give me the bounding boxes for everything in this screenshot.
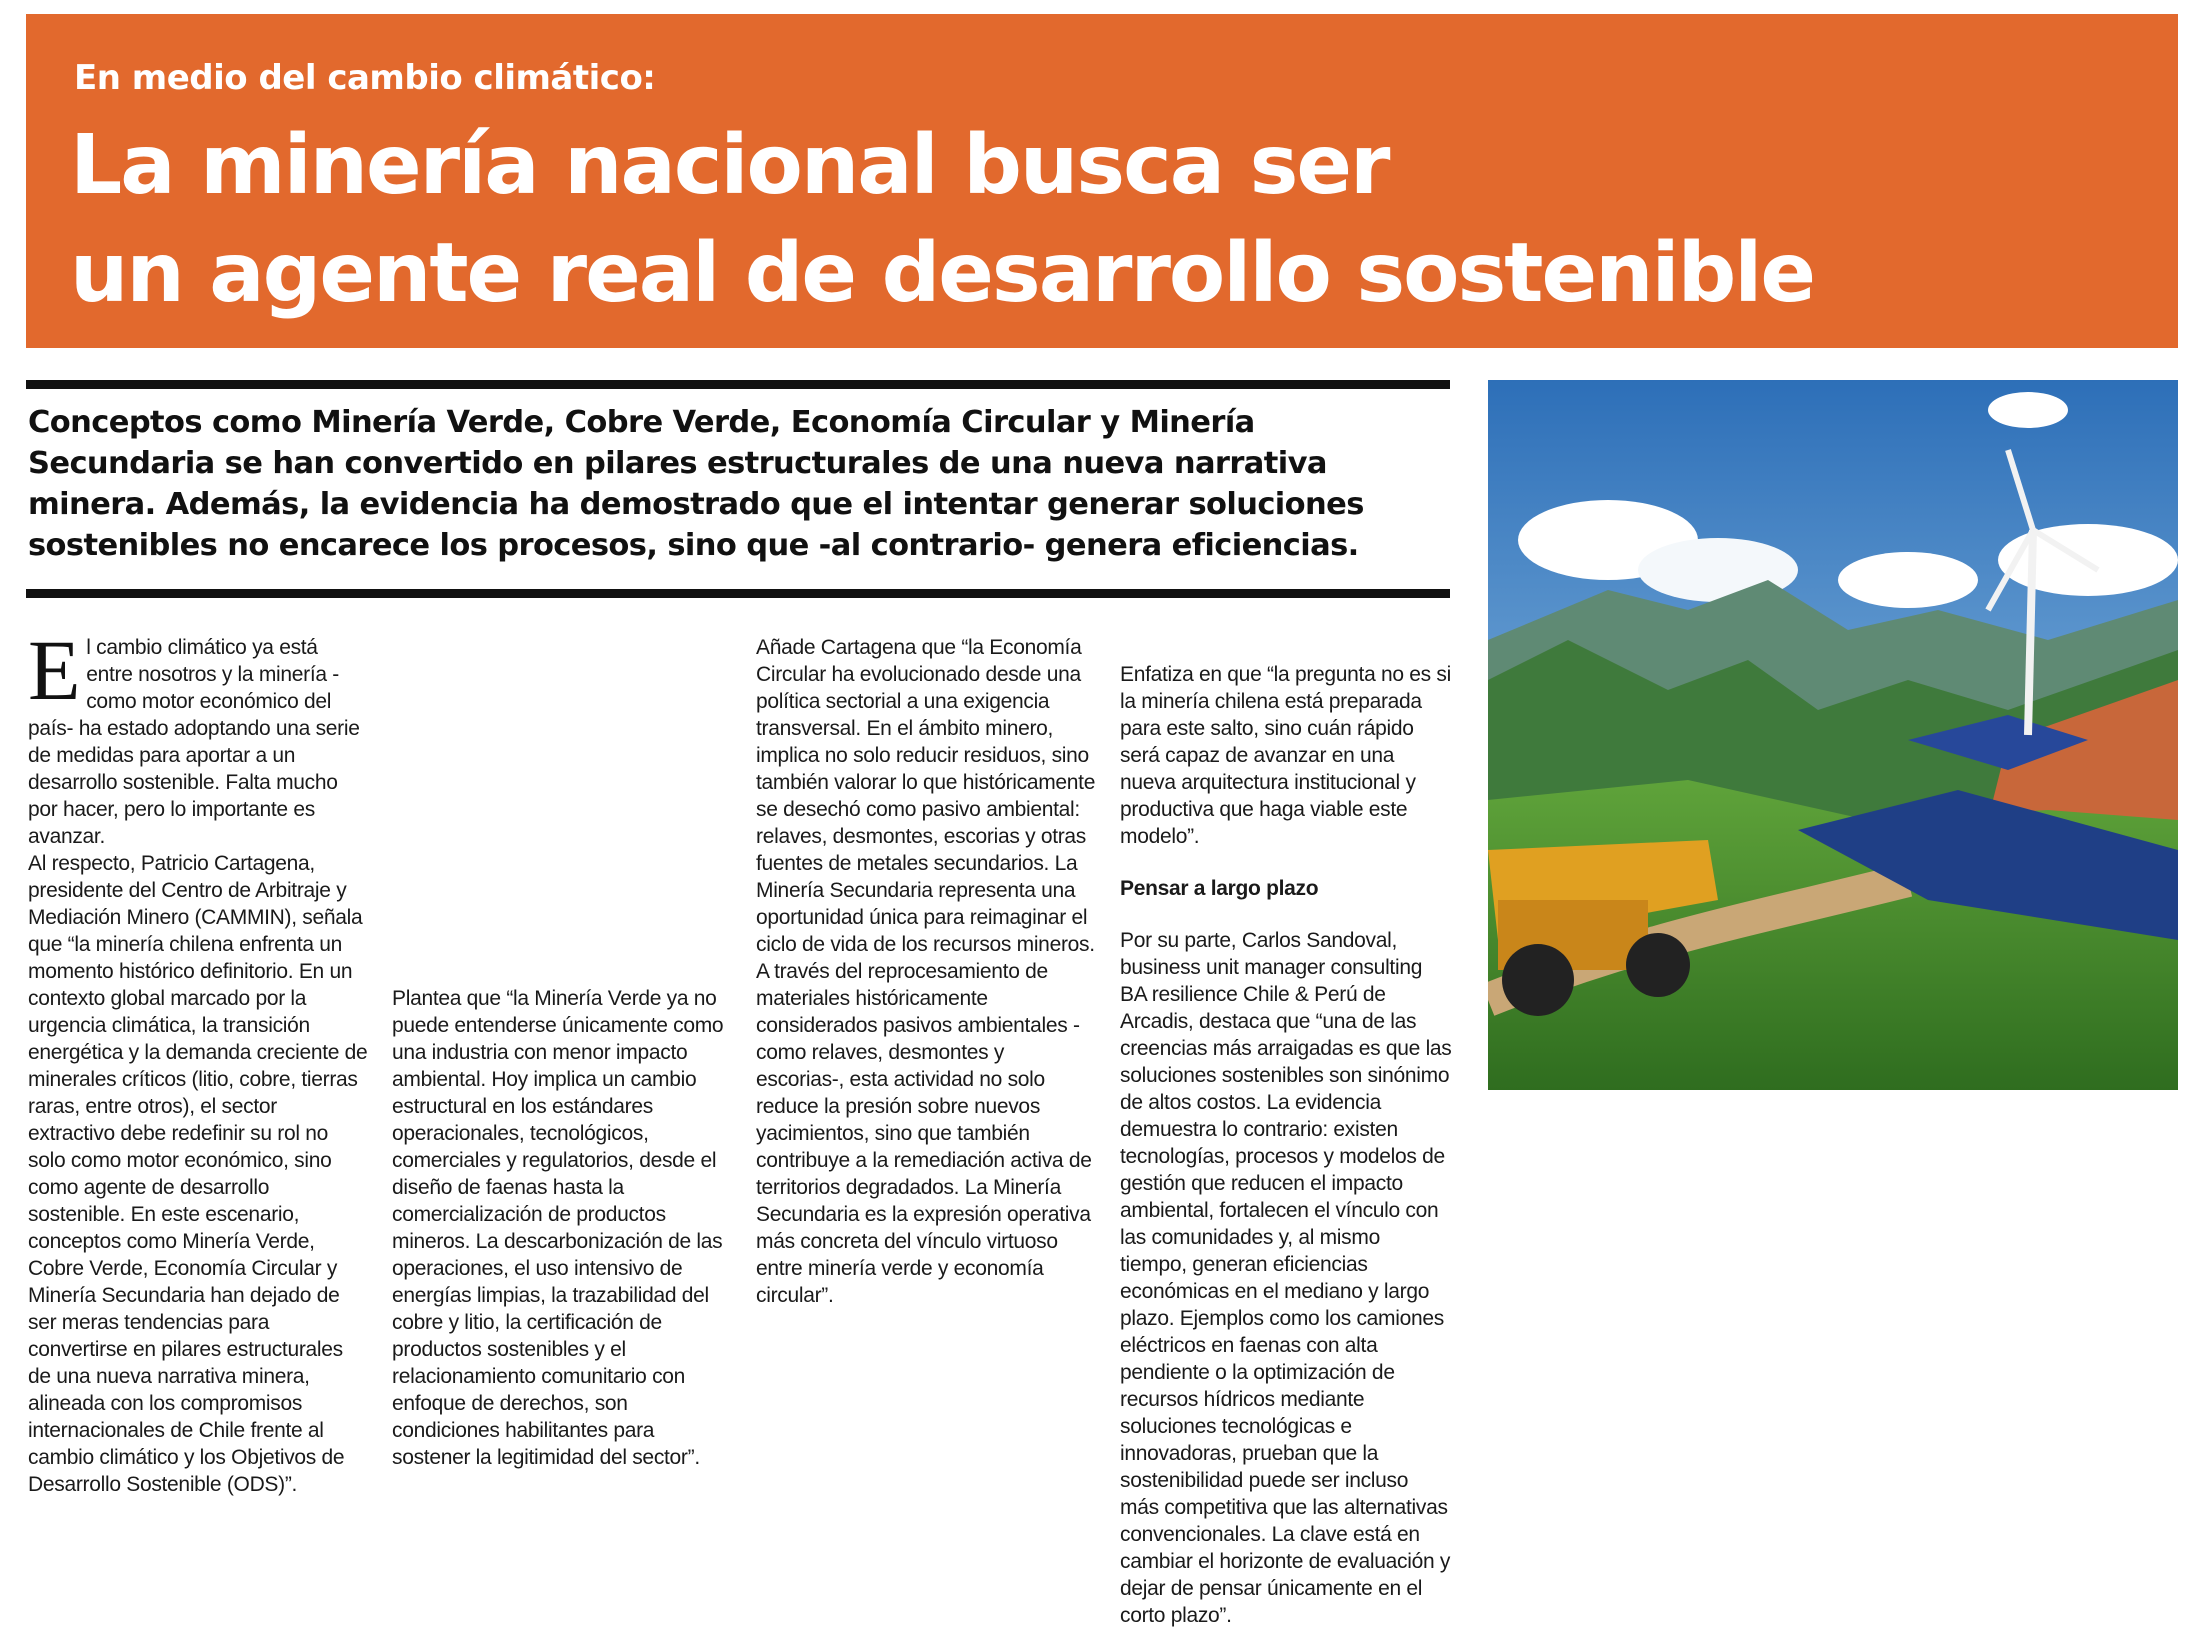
article-paragraph: Por su parte, Carlos Sandoval, business unit manager consulting BA resilience Chile & Perú de Arcadis, destaca que “una de las creencias más arraigadas es que las soluciones sostenibles son sinónimo de altos costos. La evidencia demuestra lo contrario: existen tecnologías, procesos y modelos de gestión que reducen el impacto ambiental, fortalecen el vínculo con las comunidades y, al mismo tiempo, generan eficiencias económicas en el mediano y largo plazo. Ejemplos como los camiones eléctricos en faenas con alta pendiente o la optimización de recursos hídricos mediante soluciones tecnológicas e innovadoras, prueban que la sostenibilidad puede ser incluso más competitiva que las alternativas convencionales. La clave está en cambiar el horizonte de evaluación y dejar de pensar únicamente en el corto plazo”.	[1120, 929, 1452, 1627]
article-paragraph	[28, 622, 368, 850]
article-paragraph: Plantea que “la Minería Verde ya no puede entenderse únicamente como una industria con menor impacto ambiental. Hoy implica un cambio estructural en los estándares operacionales, tecnológicos, comerciales y regulatorios, desde el diseño de faenas hasta la comercialización de productos mineros. La descarbonización de las operaciones, el uso intensivo de energías limpias, la trazabilidad del cobre y litio, la certificación de productos sostenibles y el relacionamiento comunitario con enfoque de derechos, son condiciones habilitantes para sostener la legitimidad del sector”.	[392, 987, 724, 1469]
section-subhead: Pensar a largo plazo	[1120, 877, 1319, 900]
article-paragraph: Enfatiza en que “la pregunta no es si la minería chilena está preparada para este salto, sino cuán rápido será capaz de avanzar en una nueva arquitectura institucional y productiva que haga viable este modelo”.	[1120, 663, 1451, 848]
headline-line-2: un agente real de desarrollo sostenible	[70, 226, 1815, 321]
lead-rule-bottom	[26, 589, 1450, 598]
article-paragraph: Añade Cartagena que “la Economía Circular ha evolucionado desde una política sectorial a una exigencia transversal. En el ámbito minero, implica no solo reducir residuos, sino también valorar lo que históricamente se desechó como pasivo ambiental: relaves, desmontes, escorias y otras fuentes de metales secundarios. La Minería Secundaria representa una oportunidad única para reimaginar el ciclo de vida de los recursos mineros. A través del reprocesamiento de materiales históricamente considerados pasivos ambientales -como relaves, desmontes y escorias-, esta actividad no solo reduce la presión sobre nuevos yacimientos, sino que también contribuye a la remediación activa de territorios degradados. La Minería Secundaria es la expresión operativa más concreta del vínculo virtuoso entre minería verde y economía circular”.	[756, 636, 1096, 1307]
lead-rule-top	[26, 380, 1450, 389]
article-column-4	[1120, 634, 1452, 1629]
headline-line-1: La minería nacional busca ser	[70, 118, 1389, 213]
article-column-2	[392, 634, 732, 1471]
article-paragraph: Al respecto, Patricio Cartagena, presidente del Centro de Arbitraje y Mediación Minero (CAMMIN), señala que “la minería chilena enfrenta un momento histórico definitorio. En un contexto global marcado por la urgencia climática, la transición energética y la demanda creciente de minerales críticos (litio, cobre, tierras raras, entre otros), el sector extractivo debe redefinir su rol no solo como motor económico, sino como agente de desarrollo sostenible. En este escenario, conceptos como Minería Verde, Cobre Verde, Economía Circular y Minería Secundaria han dejado de ser meras tendencias para convertirse en pilares estructurales de una nueva narrativa minera, alineada con los compromisos internacionales de Chile frente al cambio climático y los Objetivos de Desarrollo Sostenible (ODS)”.	[28, 852, 368, 1496]
headline	[70, 112, 2150, 328]
lead-paragraph: Conceptos como Minería Verde, Cobre Verde, Economía Circular y Minería Secundaria se han convertido en pilares estructurales de una nueva narrativa minera. Además, la evidencia ha demostrado que el intentar generar soluciones sostenibles no encarece los procesos, sino que -al contrario- genera eficiencias.	[28, 405, 1364, 563]
paragraph-text: l cambio climático ya está entre nosotros y la minería -como motor económico del país- ha estado adoptando una serie de medidas para aportar a un desarrollo sostenible. Falta mucho por hacer, pero lo importante es avanzar.	[28, 636, 360, 848]
article-column-1	[28, 622, 368, 1498]
kicker: En medio del cambio climático:	[74, 58, 656, 98]
photo-illustration	[1488, 380, 2178, 1090]
drop-cap: E	[28, 622, 81, 718]
article-column-3	[756, 634, 1096, 1309]
mine-landscape-photo	[1488, 380, 2178, 1090]
